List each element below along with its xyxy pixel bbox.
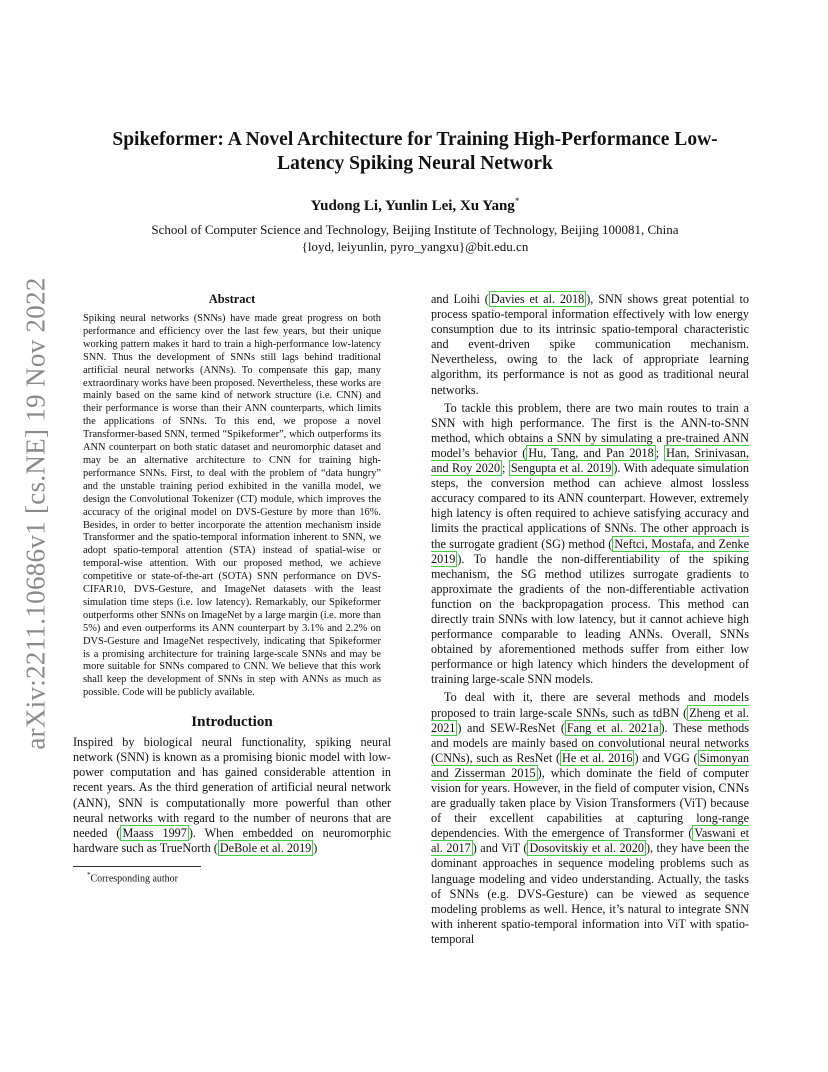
citation-link[interactable]: Fang et al. 2021a: [566, 720, 659, 735]
author-names: Yudong Li, Yunlin Lei, Xu Yang: [310, 198, 515, 214]
citation-link[interactable]: Neftci, Mostafa, and Zenke 2019: [431, 536, 749, 566]
paragraph-text: ): [313, 840, 318, 855]
abstract-text: Spiking neural networks (SNNs) have made great progress on both performance and efficiency over the last few years, but their unique working pattern makes it hard to train a high-performance low-latency SNN. Thus the development of SNNs still lags behind traditional artificial neural networks (ANNs). To compensate this gap, many extraordinary works have been proposed. Nevertheless, these works are mainly based on the same kind of network structure (i.e. CNN) and their performance is worse than their ANN counterparts, which limits the applications of SNNs. To this end, we propose a novel Transformer-based SNN, termed “Spikeformer”, which outperforms its ANN counterpart on both static dataset and neuromorphic dataset and may be an alternative architecture to CNN for training high-performance SNNs. First, to deal with the problem of “data hungry” and the unstable training period exhibited in the vanilla model, we design the Convolutional Tokenizer (CT) module, which improves the accuracy of the original model on DVS-Gesture by more than 16%. Besides, in order to better incorporate the attention mechanism inside Transformer and the spatio-temporal information inherent to SNN, we adopt spatio-temporal attention (STA) instead of spatial-wise or temporal-wise attention. With our proposed method, we achieve competitive or state-of-the-art (SOTA) SNN performance on DVS-CIFAR10, DVS-Gesture, and ImageNet datasets with the least simulation time steps (i.e. low latency). Remarkably, our Spikeformer outperforms other SNNs on ImageNet by a large margin (i.e. more than 5%) and even outperforms its ANN counterpart by 3.1% and 2.2% on DVS-Gesture and ImageNet respectively, indicating that Spikeformer is a promising architecture for training large-scale SNNs and may be more suitable for SNNs compared to CNN. We believe that this work shall keep the development of SNNs in step with ANNs as much as possible. Code will be publicly available.: [83, 313, 381, 699]
paragraph-text: Inspired by biological neural functionality, spiking neural network (SNN) is known as a promising bionic model with low-power computation and has gained considerable attention in recent years. As the third generation of artificial neural network (ANN), SNN is computationally more powerful than other neural networks with regard to the number of neurons that are needed (: [73, 735, 391, 840]
citation-link[interactable]: Dosovitskiy et al. 2020: [529, 841, 644, 856]
right-column: [431, 292, 749, 947]
citation-link[interactable]: Vaswani et al. 2017: [431, 826, 749, 856]
author-mark: *: [514, 196, 520, 206]
paper-title: Spikeformer: A Novel Architecture for Training High-Performance Low-Latency Spiking Neural Network: [112, 129, 718, 174]
left-column: [73, 292, 391, 884]
citation-link[interactable]: Davies et al. 2018: [490, 292, 585, 306]
footnote-mark: *: [87, 870, 91, 879]
paper-header: [100, 128, 730, 255]
abstract-heading: Abstract: [208, 292, 256, 306]
citation-link[interactable]: Han, Srinivasan, and Roy 2020: [431, 445, 750, 476]
paragraph-text: ). To handle the non-differentiability of the spiking mechanism, the SG method utilizes surrogate gradients to approximate the gradients of the non-differentiable activation function on the backpropagation process. This method can directly train SNNs with low latency, but it cannot achieve high performance comparable to leading ANNs. Overall, SNNs obtained by aforementioned methods suffer from either low performance or high latency which hinders the development of training large-scale SNN models.: [431, 551, 749, 687]
paragraph-text: ). These methods and models are mainly based on convolutional neural networks (CNNs), such as ResNet (: [431, 720, 749, 765]
intro-paragraph-left: [73, 735, 391, 856]
intro-paragraph-3: [431, 690, 749, 947]
citation-link[interactable]: Simonyan and Zisserman 2015: [431, 750, 749, 780]
introduction-heading: Introduction: [191, 714, 273, 731]
paragraph-text: To deal with it, there are several methods and models proposed to train large-scale SNNs, such as tdBN (: [431, 690, 749, 720]
author-emails: {loyd, leiyunlin, pyro_yangxu}@bit.edu.cn: [301, 239, 529, 254]
footnote-text: Corresponding author: [90, 873, 178, 885]
intro-paragraph-1: [431, 292, 749, 398]
citation-link[interactable]: Sengupta et al. 2019: [510, 461, 612, 476]
citation-link[interactable]: Hu, Tang, and Pan 2018: [528, 445, 654, 460]
paragraph-text: and Loihi (: [431, 292, 489, 306]
paragraph-text: ) and VGG (: [634, 750, 698, 765]
paragraph-text: ;: [502, 461, 509, 476]
paragraph-text: ), which dominate the field of computer vision for years. However, in the field of computer vision, CNNs are gradually taken place by Vision Transformers (ViT) because of their excellent capabilities at capturing long-range dependencies. With the emergence of Transformer (: [431, 765, 749, 841]
arxiv-sidebar: [14, 268, 58, 758]
footnote: [73, 871, 391, 884]
citation-link[interactable]: Maass 1997: [122, 825, 187, 840]
paragraph-text: ), they have been the dominant approaches in sequence modeling problems such as language modeling and video understanding. Actually, the tasks of SNNs (e.g. DVS-Gesture) can be viewed as sequence modeling problems as well. Hence, it’s natural to integrate SNN with inherent spatio-temporal information into ViT with spatio-temporal: [431, 841, 749, 946]
citation-link[interactable]: He et al. 2016: [562, 750, 633, 765]
paragraph-text: ) and SEW-ResNet (: [457, 720, 565, 735]
arxiv-identifier: arXiv:2211.10686v1 [cs.NE] 19 Nov 2022: [20, 276, 51, 750]
paragraph-text: ) and ViT (: [472, 841, 528, 856]
citation-link[interactable]: DeBole et al. 2019: [219, 840, 312, 855]
paragraph-text: To tackle this problem, there are two main routes to train a SNN with high performance. The first is the ANN-to-SNN method, which obtains a SNN by simulating a pre-trained ANN model’s behavior (: [431, 400, 749, 460]
footnote-divider: [73, 866, 201, 867]
author-list: [100, 196, 730, 215]
citation-link[interactable]: Zheng et al. 2021: [431, 705, 749, 735]
paragraph-text: ). With adequate simulation steps, the conversion method can achieve almost lossless accuracy compared to its ANN counterpart. However, extremely high latency is often required to achieve satisfying accuracy and limits the practical applications of SNNs. The other approach is the surrogate gradient (SG) method (: [431, 461, 749, 551]
paragraph-text: ). When embedded on neuromorphic hardware such as TrueNorth (: [73, 825, 391, 855]
paragraph-text: ), SNN shows great potential to process spatio-temporal information effectively with low energy consumption due to its intrinsic spatio-temporal characteristic and event-driven spike communication mechanism. Nevertheless, owing to the lack of appropriate learning algorithm, its performance is not as good as traditional neural networks.: [431, 292, 750, 397]
affiliation: [100, 221, 730, 255]
affiliation-text: School of Computer Science and Technology, Beijing Institute of Technology, Beijing 100081, China: [151, 222, 679, 237]
paragraph-text: ;: [655, 445, 665, 460]
intro-paragraph-2: [431, 401, 749, 688]
